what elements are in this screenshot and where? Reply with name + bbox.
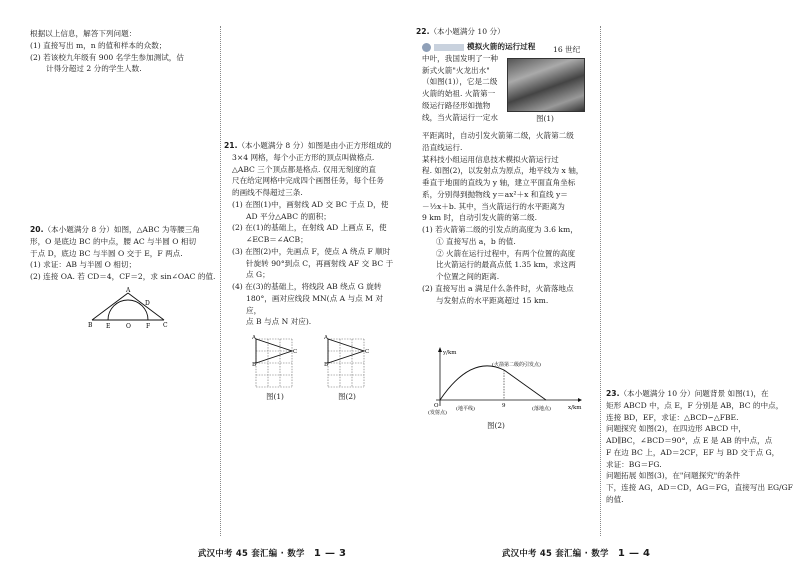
q20-side-ab: [92, 293, 128, 320]
column-divider-left: [220, 26, 221, 536]
right-footer-page: 1 — 4: [617, 547, 651, 559]
q20-number: 20.: [30, 225, 44, 234]
q20-label-f: F: [146, 323, 151, 329]
q22-score: （本小题满分 10 分）: [429, 27, 505, 36]
q20-text-3: 于点 D，底边 BC 与半圆 O 交于 E，F 两点.: [30, 248, 183, 258]
q22-second-stage-line: [504, 370, 546, 400]
q23-text-4: 问题探究 如图(2)，在四边形 ABCD 中，: [606, 424, 746, 434]
q22-text-22: 与发射点的水平距离超过 15 km.: [436, 295, 549, 305]
q21-figure-2: [324, 333, 370, 389]
top-item-1: (1) 直接写出 m，n 的值和样本的众数；: [30, 40, 167, 50]
q22-x-label: x/km: [568, 405, 582, 411]
q22-y-arrow: [438, 347, 442, 352]
q21-text-7: AD 平分△ABC 的面积；: [246, 211, 331, 221]
q22-text-2: 中叶，我国发明了一种: [422, 53, 498, 63]
q22-text-19: 比火箭运行的最高点低 1.35 km，求这两: [436, 260, 576, 270]
q20-text-4: (1) 求证：AB 与半圆 O 相切；: [30, 260, 137, 270]
question-23: [606, 388, 794, 506]
q21-fig2-label-a: A: [324, 335, 328, 341]
q22-y-label: y/km: [443, 350, 457, 356]
q22-text-21: (2) 直接写出 a 满足什么条件时，火箭落地点: [422, 283, 574, 293]
q21-text-12: 点 G；: [246, 270, 270, 280]
q22-annotation: (火箭第二级的引发点): [492, 362, 541, 368]
q20-text-2: 形，O 是底边 BC 的中点，腰 AC 与半圆 O 相切: [30, 236, 197, 246]
q21-text-2: 3×4 网格，每个小正方形的顶点叫做格点.: [232, 152, 375, 162]
q22-text-10: 某科技小组运用信息技术模拟火箭运行过: [422, 154, 559, 164]
q22-origin-note: (发射点): [428, 410, 447, 416]
q20-label-e: E: [106, 323, 111, 329]
q20-line-1: [30, 224, 218, 236]
q22-landing-note: (落地点): [532, 406, 551, 412]
q20-text-1: 如图，△ABC 为等腰三角: [113, 225, 200, 234]
q21-text-9: ∠ECB＝∠ACB；: [246, 235, 308, 245]
q22-text-8: 平距离时，自动引发火箭第二级，火箭第二级: [422, 131, 574, 140]
left-footer: [198, 546, 346, 562]
q22-figure-2: [426, 346, 586, 416]
q23-text-6: F 在边 BC 上，AD＝2CF，EF 与 BD 交于点 G，: [606, 447, 780, 457]
question-21: [224, 140, 394, 328]
q23-score: （本小题满分 10 分）: [619, 389, 695, 398]
q22-text-7: 线，当火箭运行一定水: [422, 112, 498, 122]
top-intro-block: [30, 28, 220, 75]
q21-fig2-caption: 图(2): [338, 392, 356, 401]
q22-text-9: 沿直线运行.: [422, 142, 463, 152]
q22-banner-title: 模拟火箭的运行过程: [467, 42, 536, 51]
q23-text-3: 连接 BD，EF，求证：△BCD∽△FBE.: [606, 412, 739, 422]
q20-label-d: D: [145, 300, 150, 307]
q21-number: 21.: [224, 141, 238, 150]
q22-text-16: (1) 若火箭第二级的引发点的高度为 3.6 km，: [422, 225, 578, 235]
q22-text-6: 级运行路径形如抛物: [422, 100, 491, 110]
q22-text-13: 系，分别得到抛物线 y＝ax²＋x 和直线 y＝: [422, 189, 568, 199]
q21-fig1-caption: 图(1): [266, 392, 284, 401]
q22-heading: [416, 26, 596, 38]
q21-text-6: (1) 在图(1)中，画射线 AD 交 BC 于点 D，使: [232, 199, 389, 209]
q21-figure-1: [252, 333, 298, 389]
q21-text-11: 针旋转 90°到点 C，再画射线 AF 交 BC 于: [246, 258, 394, 268]
q22-text-3: 新式火箭"火龙出水": [422, 65, 490, 75]
q22-body: [422, 130, 598, 306]
q22-parabola: [440, 366, 504, 400]
q23-text-9: 下，连接 AG，AD＝CD，AG＝FG，直接写出 EG/GF: [606, 483, 793, 493]
q22-text-1: 16 世纪: [553, 45, 581, 54]
q21-fig2-label-c: C: [365, 349, 370, 355]
top-intro: 根据以上信息，解答下列问题：: [30, 29, 137, 38]
q23-text-1: 问题背景 如图(1)，在: [694, 389, 769, 398]
q23-text-2: 矩形 ABCD 中，点 E，F 分别是 AB，BC 的中点，: [606, 400, 784, 410]
top-item-2: (2) 若该校九年级有 900 名学生参加测试，估: [30, 52, 184, 62]
q21-text-4: 尺在给定网格中完成四个画图任务，每个任务: [232, 176, 384, 186]
q20-label-c: C: [163, 322, 168, 329]
q20-label-a: A: [126, 287, 131, 294]
q21-line-1: [224, 140, 394, 152]
q23-text-10: 的值.: [606, 494, 624, 504]
q23-text-8: 问题拓展 如图(3)，在"问题探究"的条件: [606, 471, 741, 481]
q22-x-arrow: [578, 398, 582, 402]
q20-label-b: B: [88, 322, 93, 329]
q21-text-5: 的画线不得超过三条.: [232, 188, 303, 198]
q22-number: 22.: [416, 27, 430, 36]
question-22-header: [416, 26, 596, 38]
q22-text-18: ② 火箭在运行过程中，有两个位置的高度: [436, 248, 576, 258]
q20-text-5: (2) 连接 OA. 若 CD＝4，CF＝2，求 sin∠OAC 的值.: [30, 272, 216, 282]
q22-text-14: －½x＋b. 其中，当火箭运行的水平距离为: [422, 201, 565, 211]
q21-text-8: (2) 在(1)的基础上，在射线 AD 上画点 E，使: [232, 223, 387, 233]
banner-bar-icon: [434, 44, 464, 51]
q21-text-13: (4) 在(3)的基础上，将线段 AB 绕点 G 旋转: [232, 282, 382, 292]
q21-text-14: 180°，画对应线段 MN(点 A 与点 M 对应，: [246, 293, 383, 315]
q23-line-1: [606, 388, 794, 400]
q20-score: （本小题满分 8 分）: [43, 225, 114, 234]
q20-label-o: O: [126, 323, 131, 329]
q23-text-5: AD∥BC，∠BCD＝90°，点 E 是 AB 的中点，点: [606, 436, 773, 446]
left-footer-title: 武汉中考 45 套汇编 · 数学: [198, 547, 305, 558]
q22-fig1-caption: 图(1): [536, 114, 554, 123]
banner-badge-icon: [422, 43, 431, 52]
q22-text-17: ① 直接写出 a，b 的值.: [436, 236, 516, 246]
q21-text-3: △ABC 三个顶点都是格点. 仅用无刻度的直: [232, 164, 377, 174]
q21-fig1-label-a: A: [252, 335, 256, 341]
q22-banner-line: [422, 41, 552, 53]
q22-nine-label: 9: [502, 403, 506, 409]
left-footer-page: 1 — 3: [313, 547, 347, 559]
right-footer: [502, 546, 650, 562]
q22-text-12: 垂直于地面的直线为 y 轴，建立平面直角坐标: [422, 178, 576, 188]
q23-text-7: 求证：BG＝FG.: [606, 459, 662, 469]
question-20: [30, 224, 218, 283]
q23-number: 23.: [606, 389, 620, 398]
q22-origin-label: O: [434, 403, 439, 409]
right-page: [400, 0, 800, 569]
q22-text-4: （如图(1)），它是二级: [422, 77, 498, 87]
q22-text-11: 程. 如图(2)，以发射点为原点，地平线为 x 轴，: [422, 166, 584, 176]
q22-fig2-caption: 图(2): [487, 421, 505, 430]
q22-ground-note: (地平线): [456, 406, 475, 412]
q21-text-15: 点 B 与点 N 对应).: [246, 317, 312, 327]
q22-text-20: 个位置之间的距离.: [436, 272, 500, 282]
q21-score: （本小题满分 8 分）: [237, 141, 308, 150]
q21-fig1-label-b: B: [252, 362, 257, 368]
q22-text-5: 火箭的始祖. 火箭第一: [422, 89, 496, 99]
top-item-3: 计得分超过 2 分的学生人数.: [46, 64, 142, 74]
q22-text-15: 9 km 时，自动引发火箭的第二级.: [422, 213, 537, 223]
rocket-photo: [507, 58, 585, 112]
column-divider-right: [600, 26, 601, 536]
q21-text-10: (3) 在图(2)中，先画点 F，使点 A 绕点 F 顺时: [232, 246, 391, 256]
q21-text-1: 如图是由小正方形组成的: [307, 141, 392, 150]
right-footer-title: 武汉中考 45 套汇编 · 数学: [502, 547, 609, 558]
q20-figure: [88, 287, 168, 329]
q21-fig2-label-b: B: [324, 362, 329, 368]
q21-fig1-label-c: C: [293, 349, 298, 355]
